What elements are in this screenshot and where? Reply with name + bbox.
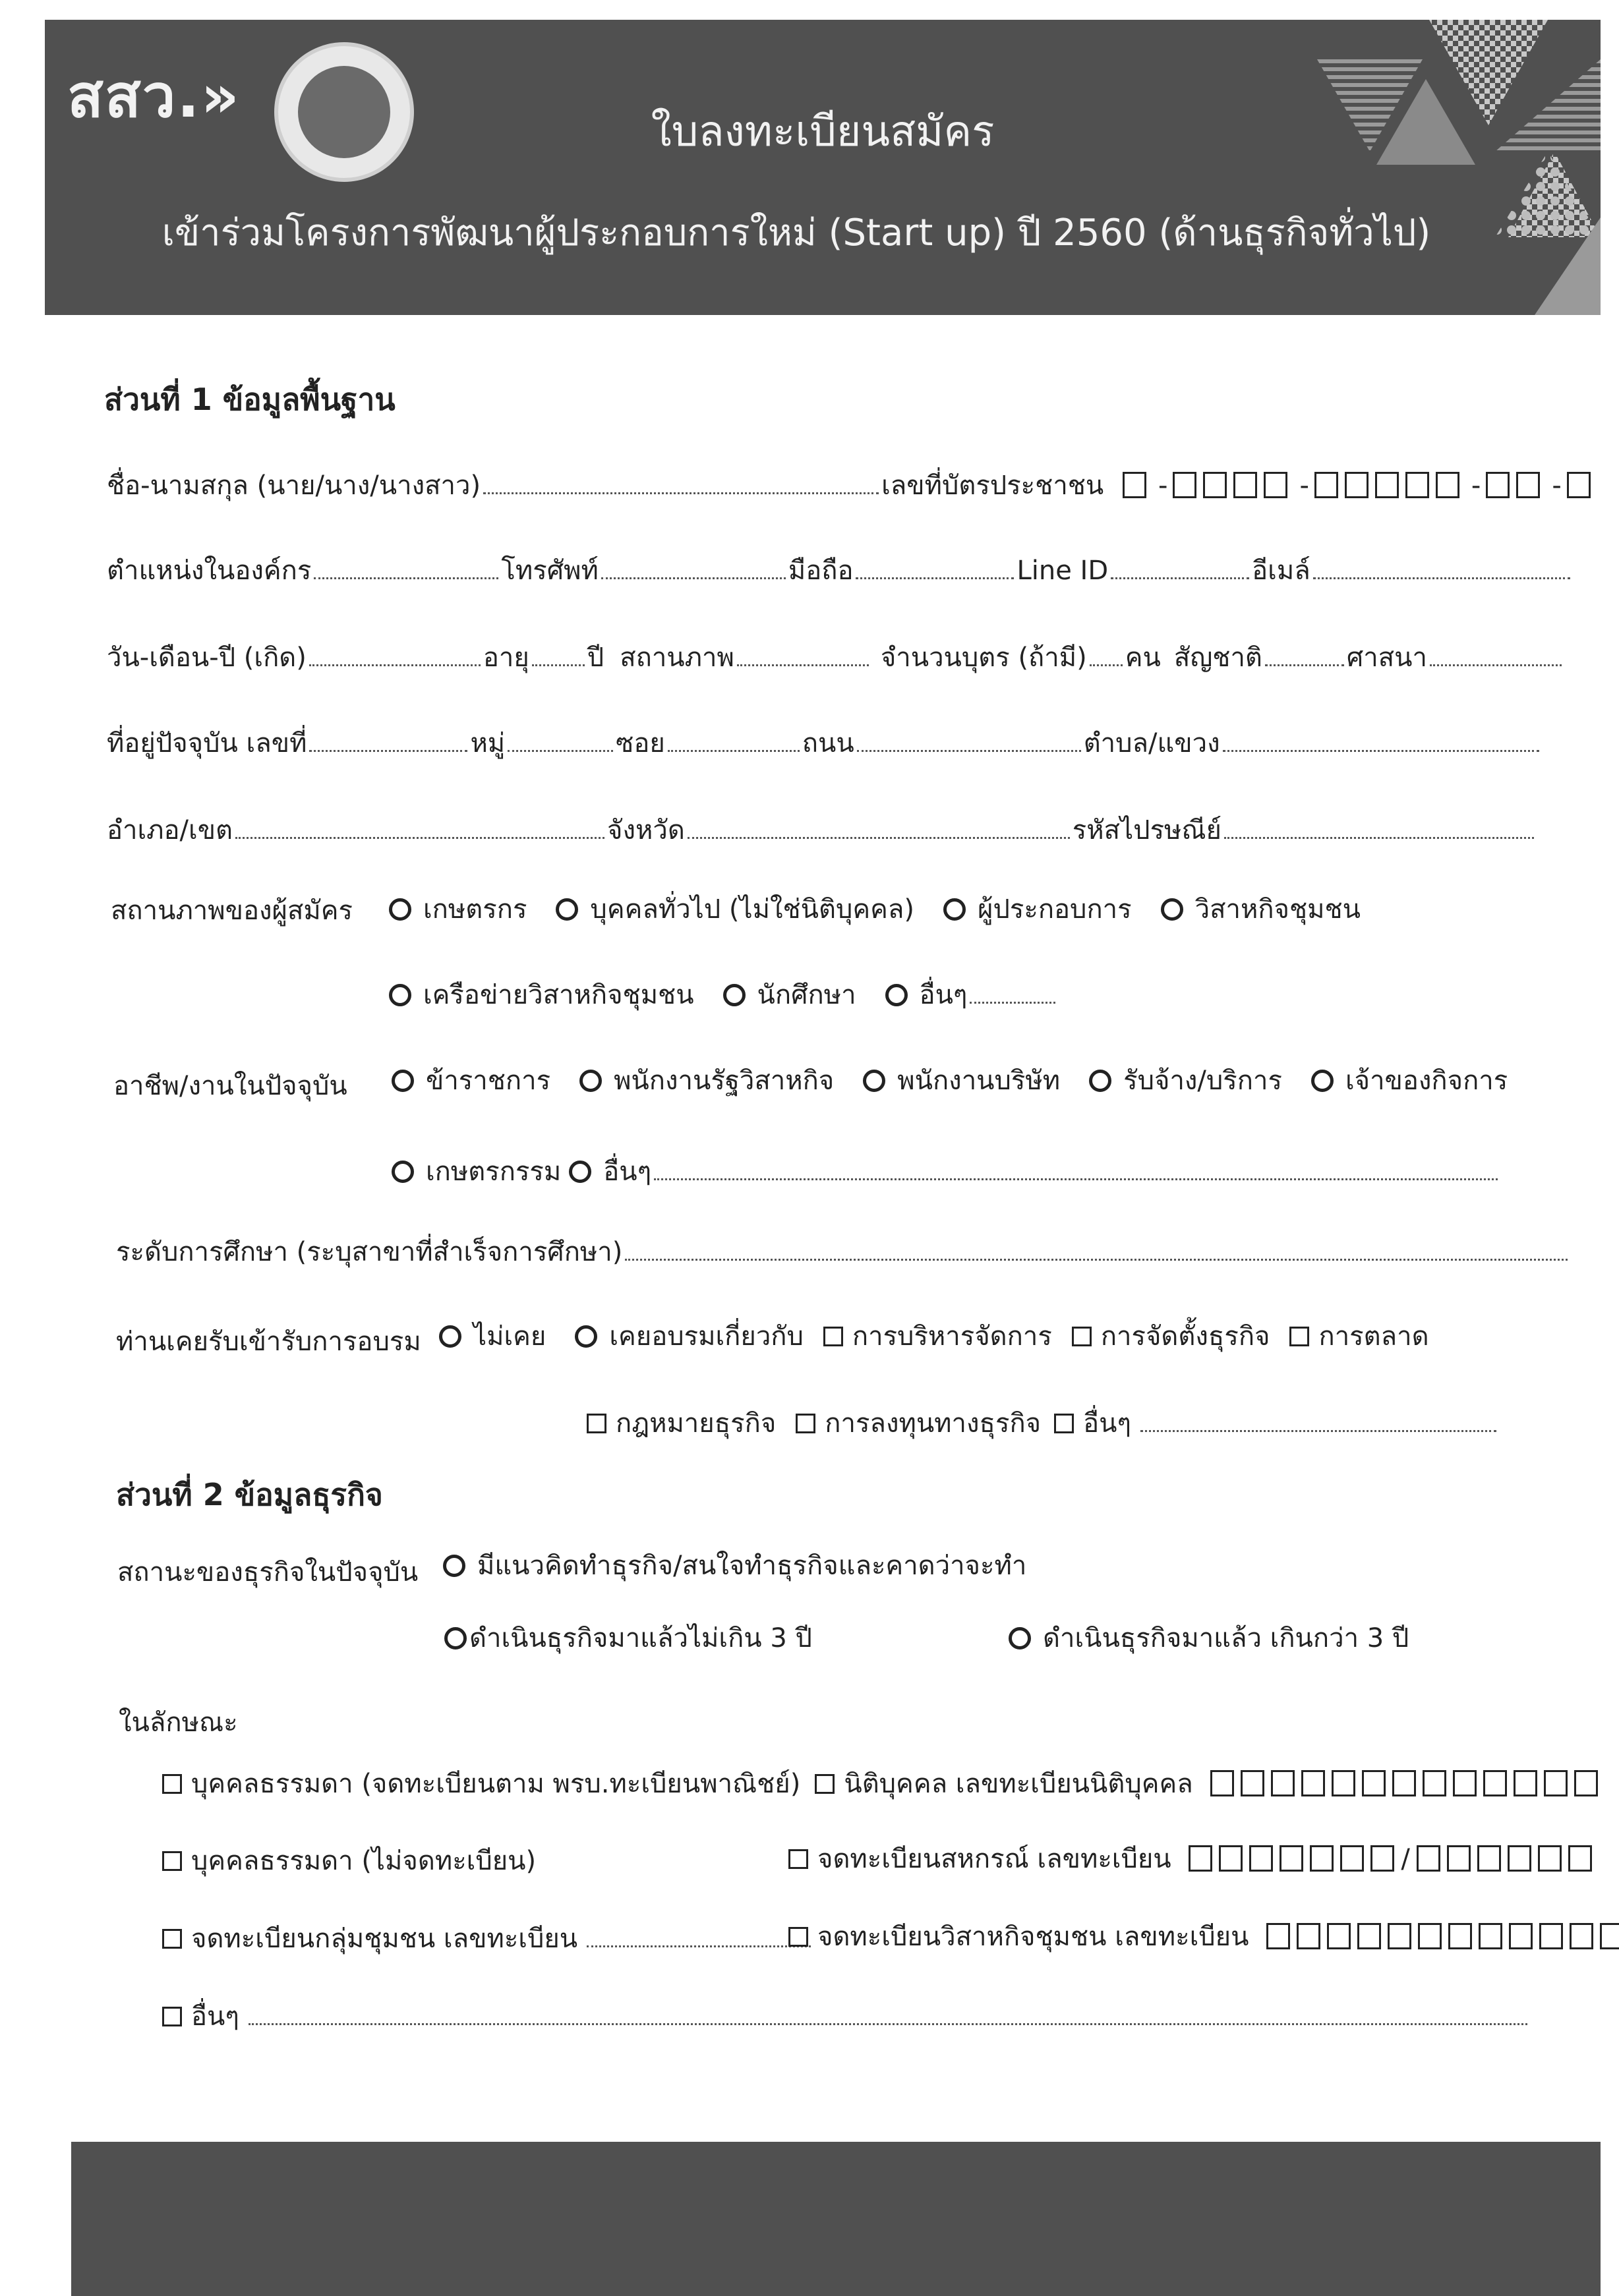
training-radio-yes[interactable]: เคยอบรมเกี่ยวกับ [575,1323,804,1350]
email-label: อีเมล์ [1252,556,1310,586]
nature-row2 [162,1848,565,1874]
radio-icon [1161,898,1183,921]
nature-row2b [788,1845,1599,1872]
community-enterprise-number-boxes[interactable] [1266,1922,1619,1952]
footer-banner [71,2142,1601,2296]
occupation-option[interactable]: เกษตรกรรม [392,1159,561,1185]
checkbox-icon [1054,1414,1074,1433]
nationality-label: สัญชาติ [1173,643,1262,673]
children-label: จำนวนบุตร (ถ้ามี) [880,643,1087,673]
radio-icon [389,984,411,1006]
training-check[interactable]: การจัดตั้งธุรกิจ [1072,1323,1270,1350]
row-address [107,730,1542,757]
row-education [116,1239,1570,1265]
business-status-option[interactable]: ดำเนินธุรกิจมาแล้วไม่เกิน 3 ปี [444,1625,812,1651]
religion-label: ศาสนา [1346,643,1427,673]
training-check[interactable]: การตลาด [1289,1323,1428,1350]
status-option[interactable]: เครือข่ายวิสาหกิจชุมชน [389,982,694,1008]
nature-row4 [162,2003,1530,2030]
nature-option-community-group[interactable]: จดทะเบียนกลุ่มชุมชน เลขทะเบียน [162,1926,813,1952]
part2-heading: ส่วนที่ 2 ข้อมูลธุรกิจ [116,1477,383,1512]
radio-icon [1311,1070,1334,1092]
radio-icon [569,1161,591,1183]
business-status-option[interactable]: ดำเนินธุรกิจมาแล้ว เกินกว่า 3 ปี [1009,1625,1409,1651]
business-status-row1 [443,1553,1055,1579]
radio-icon [1089,1070,1111,1092]
line-id-field[interactable] [1111,558,1249,579]
business-status-row2b [1009,1625,1438,1651]
occupation-option[interactable]: พนักงานรัฐวิสาหกิจ [579,1068,834,1094]
district-label: อำเภอ/เขต [107,815,233,846]
email-field[interactable] [1313,558,1570,579]
status-option[interactable]: นักศึกษา [723,982,856,1008]
phone-field[interactable] [601,558,786,579]
house-number-field[interactable] [309,730,467,752]
education-label: ระดับการศึกษา (ระบุสาขาที่สำเร็จการศึกษา) [116,1237,623,1267]
occupation-options-row1 [392,1068,1508,1094]
occupation-option[interactable]: เจ้าของกิจการ [1311,1068,1508,1094]
moo-field[interactable] [508,730,613,752]
person-label: คน [1125,643,1161,673]
radio-icon [579,1070,602,1092]
radio-icon [392,1070,414,1092]
occupation-option[interactable]: ข้าราชการ [392,1068,550,1094]
mobile-field[interactable] [856,558,1014,579]
nature-row1 [162,1770,1604,1797]
postcode-field[interactable] [1224,817,1534,839]
occupation-option-other[interactable]: อื่นๆ [569,1159,1500,1185]
status-options-row1 [389,896,1390,923]
soi-label: ซอย [616,728,665,759]
checkbox-icon [796,1414,815,1433]
nature-other-field[interactable] [249,2003,1527,2025]
status-option[interactable]: ผู้ประกอบการ [943,896,1132,923]
nature-option-community-enterprise[interactable]: จดทะเบียนวิสาหกิจชุมชน เลขทะเบียน [788,1923,1619,1950]
year-label: ปี [587,643,604,673]
radio-icon [392,1161,414,1183]
cooperative-number-boxes[interactable]: / [1189,1844,1598,1874]
nature-row3 [162,1926,813,1952]
subdistrict-label: ตำบล/แขวง [1083,728,1220,759]
status-option[interactable]: เกษตรกร [389,896,527,923]
status-option[interactable]: วิสาหกิจชุมชน [1161,896,1361,923]
nature-option-cooperative[interactable]: จดทะเบียนสหกรณ์ เลขทะเบียน / [788,1845,1599,1872]
training-check[interactable]: การลงทุนทางธุรกิจ [796,1410,1041,1437]
occupation-other-field[interactable] [654,1159,1498,1180]
checkbox-icon [788,1927,808,1947]
line-id-label: Line ID [1016,556,1109,586]
nature-label: ในลักษณะ [119,1708,238,1738]
checkbox-icon [815,1774,835,1794]
status-other-field[interactable] [970,982,1055,1004]
education-field[interactable] [625,1239,1568,1261]
nature-option-other[interactable]: อื่นๆ [162,2003,1530,2030]
checkbox-icon [788,1849,808,1869]
checkbox-icon [162,1929,182,1949]
province-label: จังหวัด [607,815,685,846]
row-personal [107,645,1564,671]
occupation-options-row2 [392,1159,1500,1185]
training-radio-never[interactable]: ไม่เคย [439,1323,546,1350]
nationality-field[interactable] [1265,645,1344,666]
age-field[interactable] [532,645,585,666]
dob-label: วัน-เดือน-ปี (เกิด) [107,643,307,673]
postcode-label: รหัสไปรษณีย์ [1072,815,1222,846]
training-check[interactable]: กฎหมายธุรกิจ [587,1410,776,1437]
status-option[interactable]: บุคคลทั่วไป (ไม่ใช่นิติบุคคล) [556,896,914,923]
address-label: ที่อยู่ปัจจุบัน เลขที่ [107,728,307,759]
occupation-option[interactable]: รับจ้าง/บริการ [1089,1068,1282,1094]
part1-heading: ส่วนที่ 1 ข้อมูลพื้นฐาน [104,382,396,417]
business-status-row2 [444,1625,841,1651]
radio-icon [444,1627,467,1650]
training-options-row1 [439,1323,1429,1350]
row-contact [107,558,1573,584]
header-banner [45,20,1601,315]
form-subtitle: เข้าร่วมโครงการพัฒนาผู้ประกอบการใหม่ (Start up) ปี 2560 (ด้านธุรกิจทั่วไป) [162,212,1431,254]
nature-option-person-registered[interactable]: บุคคลธรรมดา (จดทะเบียนตาม พรบ.ทะเบียนพาณิชย์) [162,1771,800,1797]
row-name [107,472,1597,499]
radio-icon [389,898,411,921]
id-boxes[interactable]: - - - - [1123,471,1597,501]
radio-icon [1009,1627,1031,1650]
marital-field[interactable] [737,645,869,666]
position-label: ตำแหน่งในองค์กร [107,556,312,586]
radio-icon [885,984,908,1006]
children-field[interactable] [1090,645,1123,666]
district-field[interactable] [235,817,604,839]
position-field[interactable] [314,558,498,579]
row-address-2 [107,817,1537,844]
status-label: สถานภาพของผู้สมัคร [111,896,353,926]
sme-logo: สสว.» [67,62,241,131]
nature-option-juristic[interactable]: นิติบุคคล เลขทะเบียนนิติบุคคล [815,1770,1604,1797]
id-label: เลขที่บัตรประชาชน [881,471,1104,501]
radio-icon [556,898,578,921]
radio-icon [863,1070,885,1092]
road-label: ถนน [802,728,854,759]
nature-option-person-unregistered[interactable]: บุคคลธรรมดา (ไม่จดทะเบียน) [162,1848,536,1874]
radio-icon [443,1555,465,1577]
subdistrict-field[interactable] [1223,730,1539,752]
training-check[interactable]: การบริหารจัดการ [823,1323,1052,1350]
checkbox-icon [162,1851,182,1871]
mobile-label: มือถือ [788,556,854,586]
moo-label: หมู่ [470,728,506,759]
checkbox-icon [1289,1327,1309,1346]
checkbox-icon [1072,1327,1092,1346]
occupation-label: อาชีพ/งานในปัจจุบัน [113,1071,347,1101]
phone-label: โทรศัพท์ [501,556,599,586]
training-options-row2 [587,1410,1499,1437]
dob-field[interactable] [309,645,481,666]
status-options-row2 [389,982,1058,1008]
radio-icon [575,1325,597,1348]
name-label: ชื่อ-นามสกุล (นาย/นาง/นางสาว) [107,471,481,501]
training-label: ท่านเคยรับเข้ารับการอบรม [116,1327,421,1357]
soi-field[interactable] [668,730,800,752]
province-field[interactable] [688,817,1070,839]
triangle-pattern-decoration [1258,20,1601,315]
occupation-option[interactable]: พนักงานบริษัท [863,1068,1060,1094]
juristic-number-boxes[interactable] [1210,1769,1604,1799]
checkbox-icon [162,2007,182,2026]
nature-row3b [788,1923,1619,1950]
checkbox-icon [162,1774,182,1794]
name-field[interactable] [483,473,879,494]
training-check-other[interactable]: อื่นๆ [1054,1410,1499,1437]
religion-field[interactable] [1430,645,1562,666]
business-status-label: สถานะของธุรกิจในปัจจุบัน [117,1557,419,1588]
training-other-field[interactable] [1140,1410,1496,1432]
status-option-other[interactable]: อื่นๆ [885,982,1059,1008]
marital-label: สถานภาพ [620,643,734,673]
road-field[interactable] [857,730,1081,752]
checkbox-icon [823,1327,843,1346]
business-status-option[interactable]: มีแนวคิดทำธุรกิจ/สนใจทำธุรกิจและคาดว่าจะทำ [443,1553,1026,1579]
radio-icon [439,1325,461,1348]
community-group-number-field[interactable] [587,1926,811,1947]
form-title: ใบลงทะเบียนสมัคร [651,107,995,156]
radio-icon [943,898,966,921]
radio-icon [723,984,746,1006]
age-label: อายุ [483,643,529,673]
checkbox-icon [587,1414,606,1433]
